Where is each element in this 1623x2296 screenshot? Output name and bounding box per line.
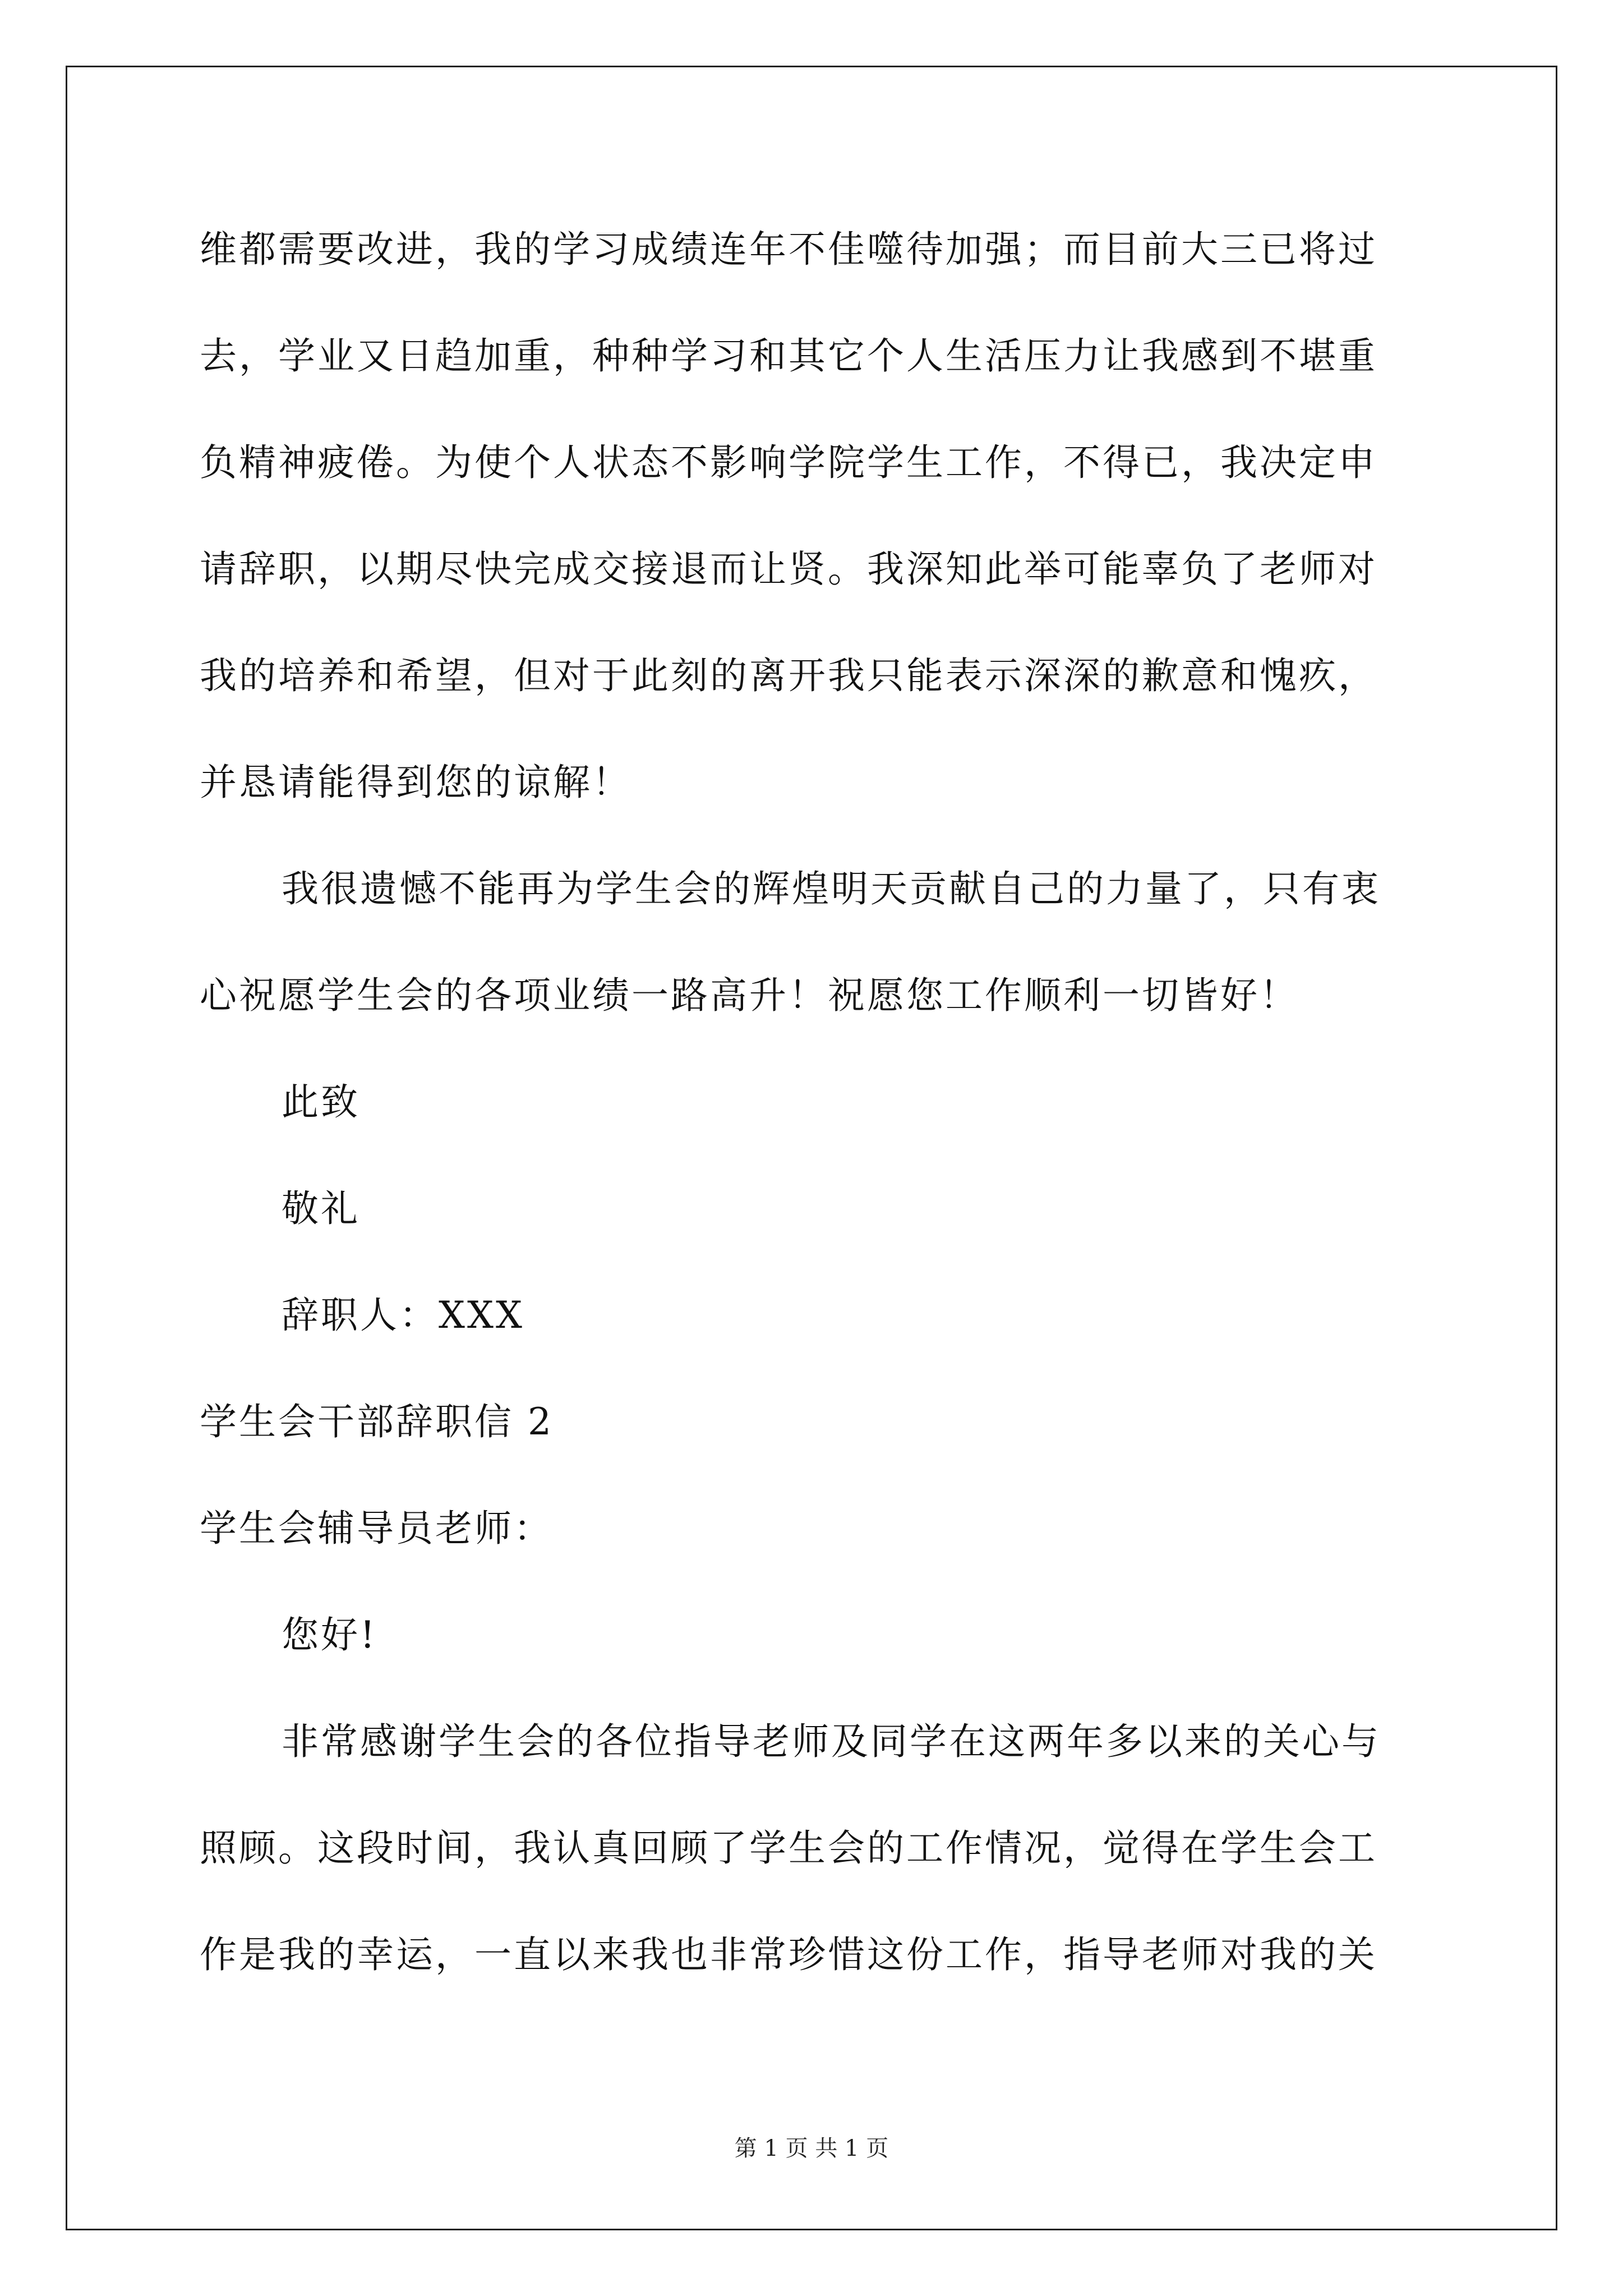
paragraph-line: 维都需要改进，我的学习成绩连年不佳噬待加强；而目前大三已将过 (200, 228, 1377, 271)
paragraph-line: 心祝愿学生会的各项业绩一路高升！祝愿您工作顺利一切皆好！ (200, 974, 1299, 1017)
closing-salutation: 此致 (282, 1080, 360, 1124)
paragraph-line: 作是我的幸运，一直以来我也非常珍惜这份工作，指导老师对我的关 (200, 1933, 1377, 1976)
paragraph-line: 我很遗憾不能再为学生会的辉煌明天贡献自己的力量了，只有衷 (282, 867, 1381, 910)
page-number-footer: 第 1 页 共 1 页 (734, 2136, 889, 2161)
letter-greeting: 您好! (282, 1613, 377, 1657)
paragraph-line: 请辞职，以期尽快完成交接退而让贤。我深知此举可能辜负了老师对 (200, 547, 1377, 591)
paragraph-line: 非常感谢学生会的各位指导老师及同学在这两年多以来的关心与 (282, 1720, 1381, 1763)
section-title: 学生会干部辞职信 2 (200, 1400, 554, 1443)
signature-line: 辞职人：XXX (282, 1294, 524, 1337)
closing-regards: 敬礼 (282, 1187, 360, 1230)
paragraph-line: 照顾。这段时间，我认真回顾了学生会的工作情况，觉得在学生会工 (200, 1826, 1377, 1870)
paragraph-line: 负精神疲倦。为使个人状态不影响学院学生工作，不得已，我决定申 (200, 441, 1377, 484)
paragraph-line: 去，学业又日趋加重，种种学习和其它个人生活压力让我感到不堪重 (200, 334, 1377, 378)
paragraph-line: 并恳请能得到您的谅解！ (200, 761, 631, 804)
document-body (200, 216, 1428, 2028)
letter-recipient: 学生会辅导员老师： (200, 1507, 553, 1550)
paragraph-line: 我的培养和希望，但对于此刻的离开我只能表示深深的歉意和愧疚， (200, 654, 1377, 697)
